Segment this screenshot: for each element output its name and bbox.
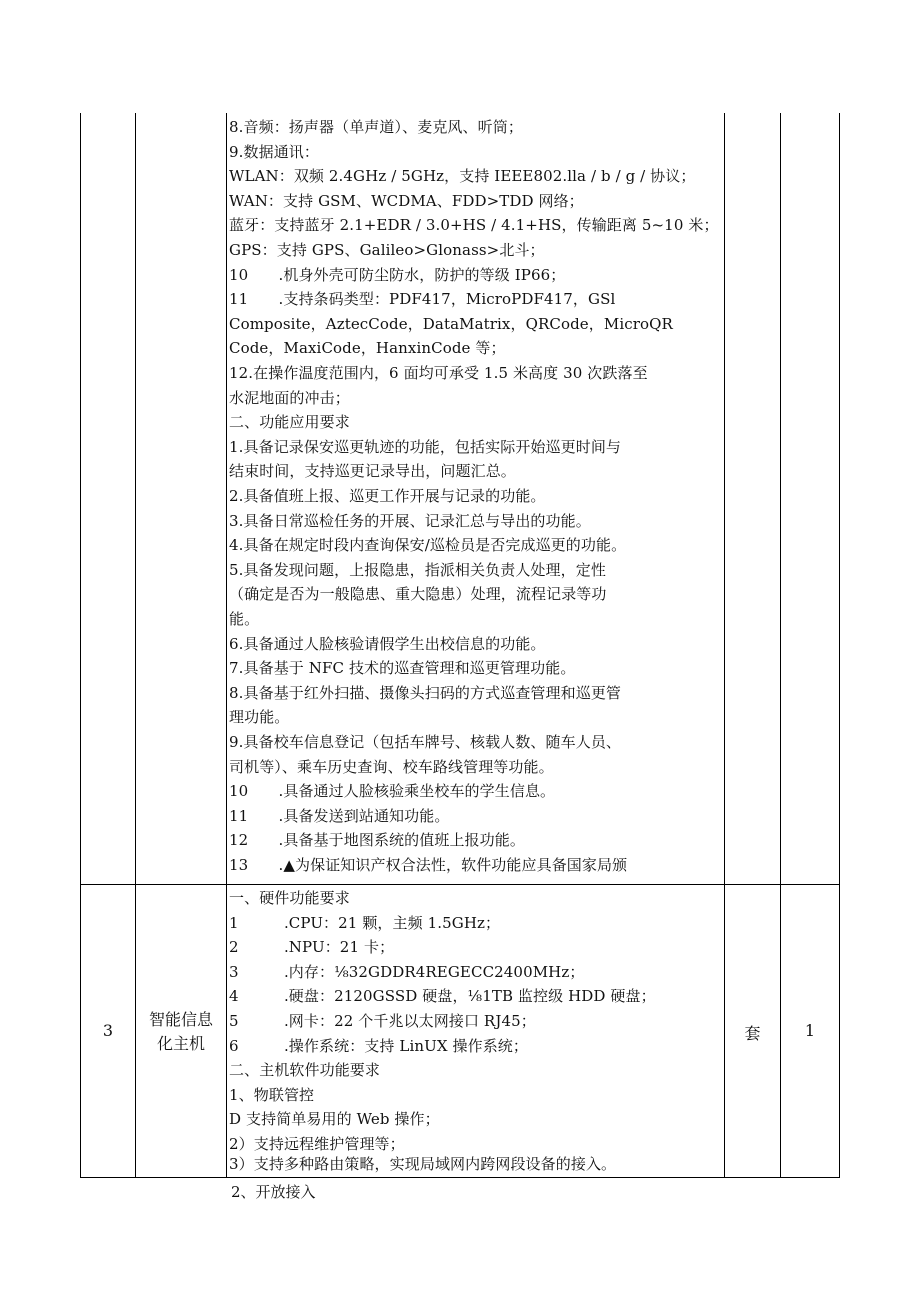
table-border-bottom: [80, 1177, 840, 1178]
spec-line: 4 .硬盘：2120GSSD 硬盘，⅛1TB 监控级 HDD 硬盘；: [229, 987, 656, 1006]
spec-line: 6.具备通过人脸核验请假学生出校信息的功能。: [229, 634, 546, 653]
row-separator: [80, 884, 840, 885]
spec-line: 1 .CPU：21 颗，主频 1.5GHz；: [229, 913, 501, 932]
spec-line: GPS：支持 GPS、Galileo>Glonass>北斗；: [229, 241, 545, 259]
item-name-line: 化主机: [156, 1034, 205, 1053]
spec-line: 13 .▲为保证知识产权合法性，软件功能应具备国家局颁: [229, 856, 628, 874]
spec-line: Composite，AztecCode，DataMatrix，QRCode，MicroQR: [229, 314, 673, 333]
spec-line: 5 .网卡：22 个千兆以太网接口 RJ45；: [229, 1012, 536, 1030]
spec-line: 11 .具备发送到站通知功能。: [229, 806, 450, 825]
spec-line: 10 .具备通过人脸核验乘坐校车的学生信息。: [229, 782, 556, 801]
spec-line: 10 .机身外壳可防尘防水，防护的等级 IP66；: [229, 265, 566, 284]
spec-line: 司机等）、乘车历史查询、校车路线管理等功能。: [229, 757, 554, 776]
section-heading: 二、主机软件功能要求: [229, 1061, 381, 1080]
spec-line: 2）支持远程维护管理等；: [229, 1135, 405, 1153]
item-name-line: 智能信息: [148, 1010, 213, 1029]
spec-line: 11 .支持条码类型：PDF417，MicroPDF417，GSl: [229, 290, 616, 309]
table-border-left: [80, 113, 81, 1178]
spec-line: 3 .内存：⅛32GDDR4REGECC2400MHz；: [229, 962, 585, 981]
row-index: 3: [102, 1021, 114, 1040]
spec-line: 结束时间，支持巡更记录导出，问题汇总。: [229, 462, 516, 481]
spec-line: 2.具备值班上报、巡更工作开展与记录的功能。: [229, 487, 546, 505]
spec-line: 3.具备日常巡检任务的开展、记录汇总与导出的功能。: [229, 511, 591, 530]
item-name: [136, 1008, 226, 1056]
section-heading: 二、功能应用要求: [229, 413, 350, 432]
spec-line: 8.具备基于红外扫描、摄像头扫码的方式巡查管理和巡更管: [229, 683, 622, 702]
unit: 套: [744, 1024, 761, 1043]
spec-line: WAN：支持 GSM、WCDMA、FDD>TDD 网络；: [229, 191, 584, 210]
spec-line: 4.具备在规定时段内查询保安/巡检员是否完成巡更的功能。: [229, 536, 627, 555]
spec-line: 理功能。: [229, 708, 290, 727]
spec-line: 12 .具备基于地图系统的值班上报功能。: [229, 831, 525, 850]
spec-line: 水泥地面的冲击；: [229, 388, 350, 407]
spec-line: 3）支持多种路由策略，实现局域网内跨网段设备的接入。: [229, 1155, 617, 1173]
table-divider-col2: [226, 113, 227, 1178]
spec-line: 9.数据通讯：: [229, 142, 320, 161]
spec-line: 2 .NPU：21 卡；: [229, 938, 395, 957]
spec-line: Code，MaxiCode，HanxinCode 等；: [229, 339, 506, 358]
spec-line: WLAN：双频 2.4GHz / 5GHz，支持 IEEE802.lla / b / g / 协议；: [229, 167, 696, 186]
table-border-right: [839, 113, 840, 1178]
spec-line: 12.在操作温度范围内，6 面均可承受 1.5 米高度 30 次跌落至: [229, 364, 648, 382]
spec-line: 1、物联管控: [229, 1085, 315, 1104]
spec-line: 8.音频：扬声器（单声道）、麦克风、听筒；: [229, 118, 523, 136]
spec-line: 1.具备记录保安巡更轨迹的功能，包括实际开始巡更时间与: [229, 437, 622, 456]
spec-line: （确定是否为一般隐患、重大隐患）处理，流程记录等功: [229, 585, 607, 604]
table-divider-col4: [780, 113, 781, 1178]
spec-line: 9.具备校车信息登记（包括车牌号、核载人数、随车人员、: [229, 733, 622, 751]
quantity: 1: [804, 1021, 816, 1040]
spec-line: 6 .操作系统：支持 LinUX 操作系统；: [229, 1036, 528, 1055]
spec-line: 5.具备发现问题，上报隐患，指派相关负责人处理，定性: [229, 560, 606, 579]
spec-line: D 支持简单易用的 Web 操作；: [229, 1110, 440, 1129]
spec-line: 能。: [229, 610, 260, 628]
spec-line: 蓝牙：支持蓝牙 2.1+EDR / 3.0+HS / 4.1+HS，传输距离 5~10 米；: [229, 216, 719, 235]
after-table-heading: 2、开放接入: [231, 1183, 316, 1201]
spec-line: 7.具备基于 NFC 技术的巡查管理和巡更管理功能。: [229, 659, 576, 678]
section-heading: 一、硬件功能要求: [229, 889, 350, 907]
